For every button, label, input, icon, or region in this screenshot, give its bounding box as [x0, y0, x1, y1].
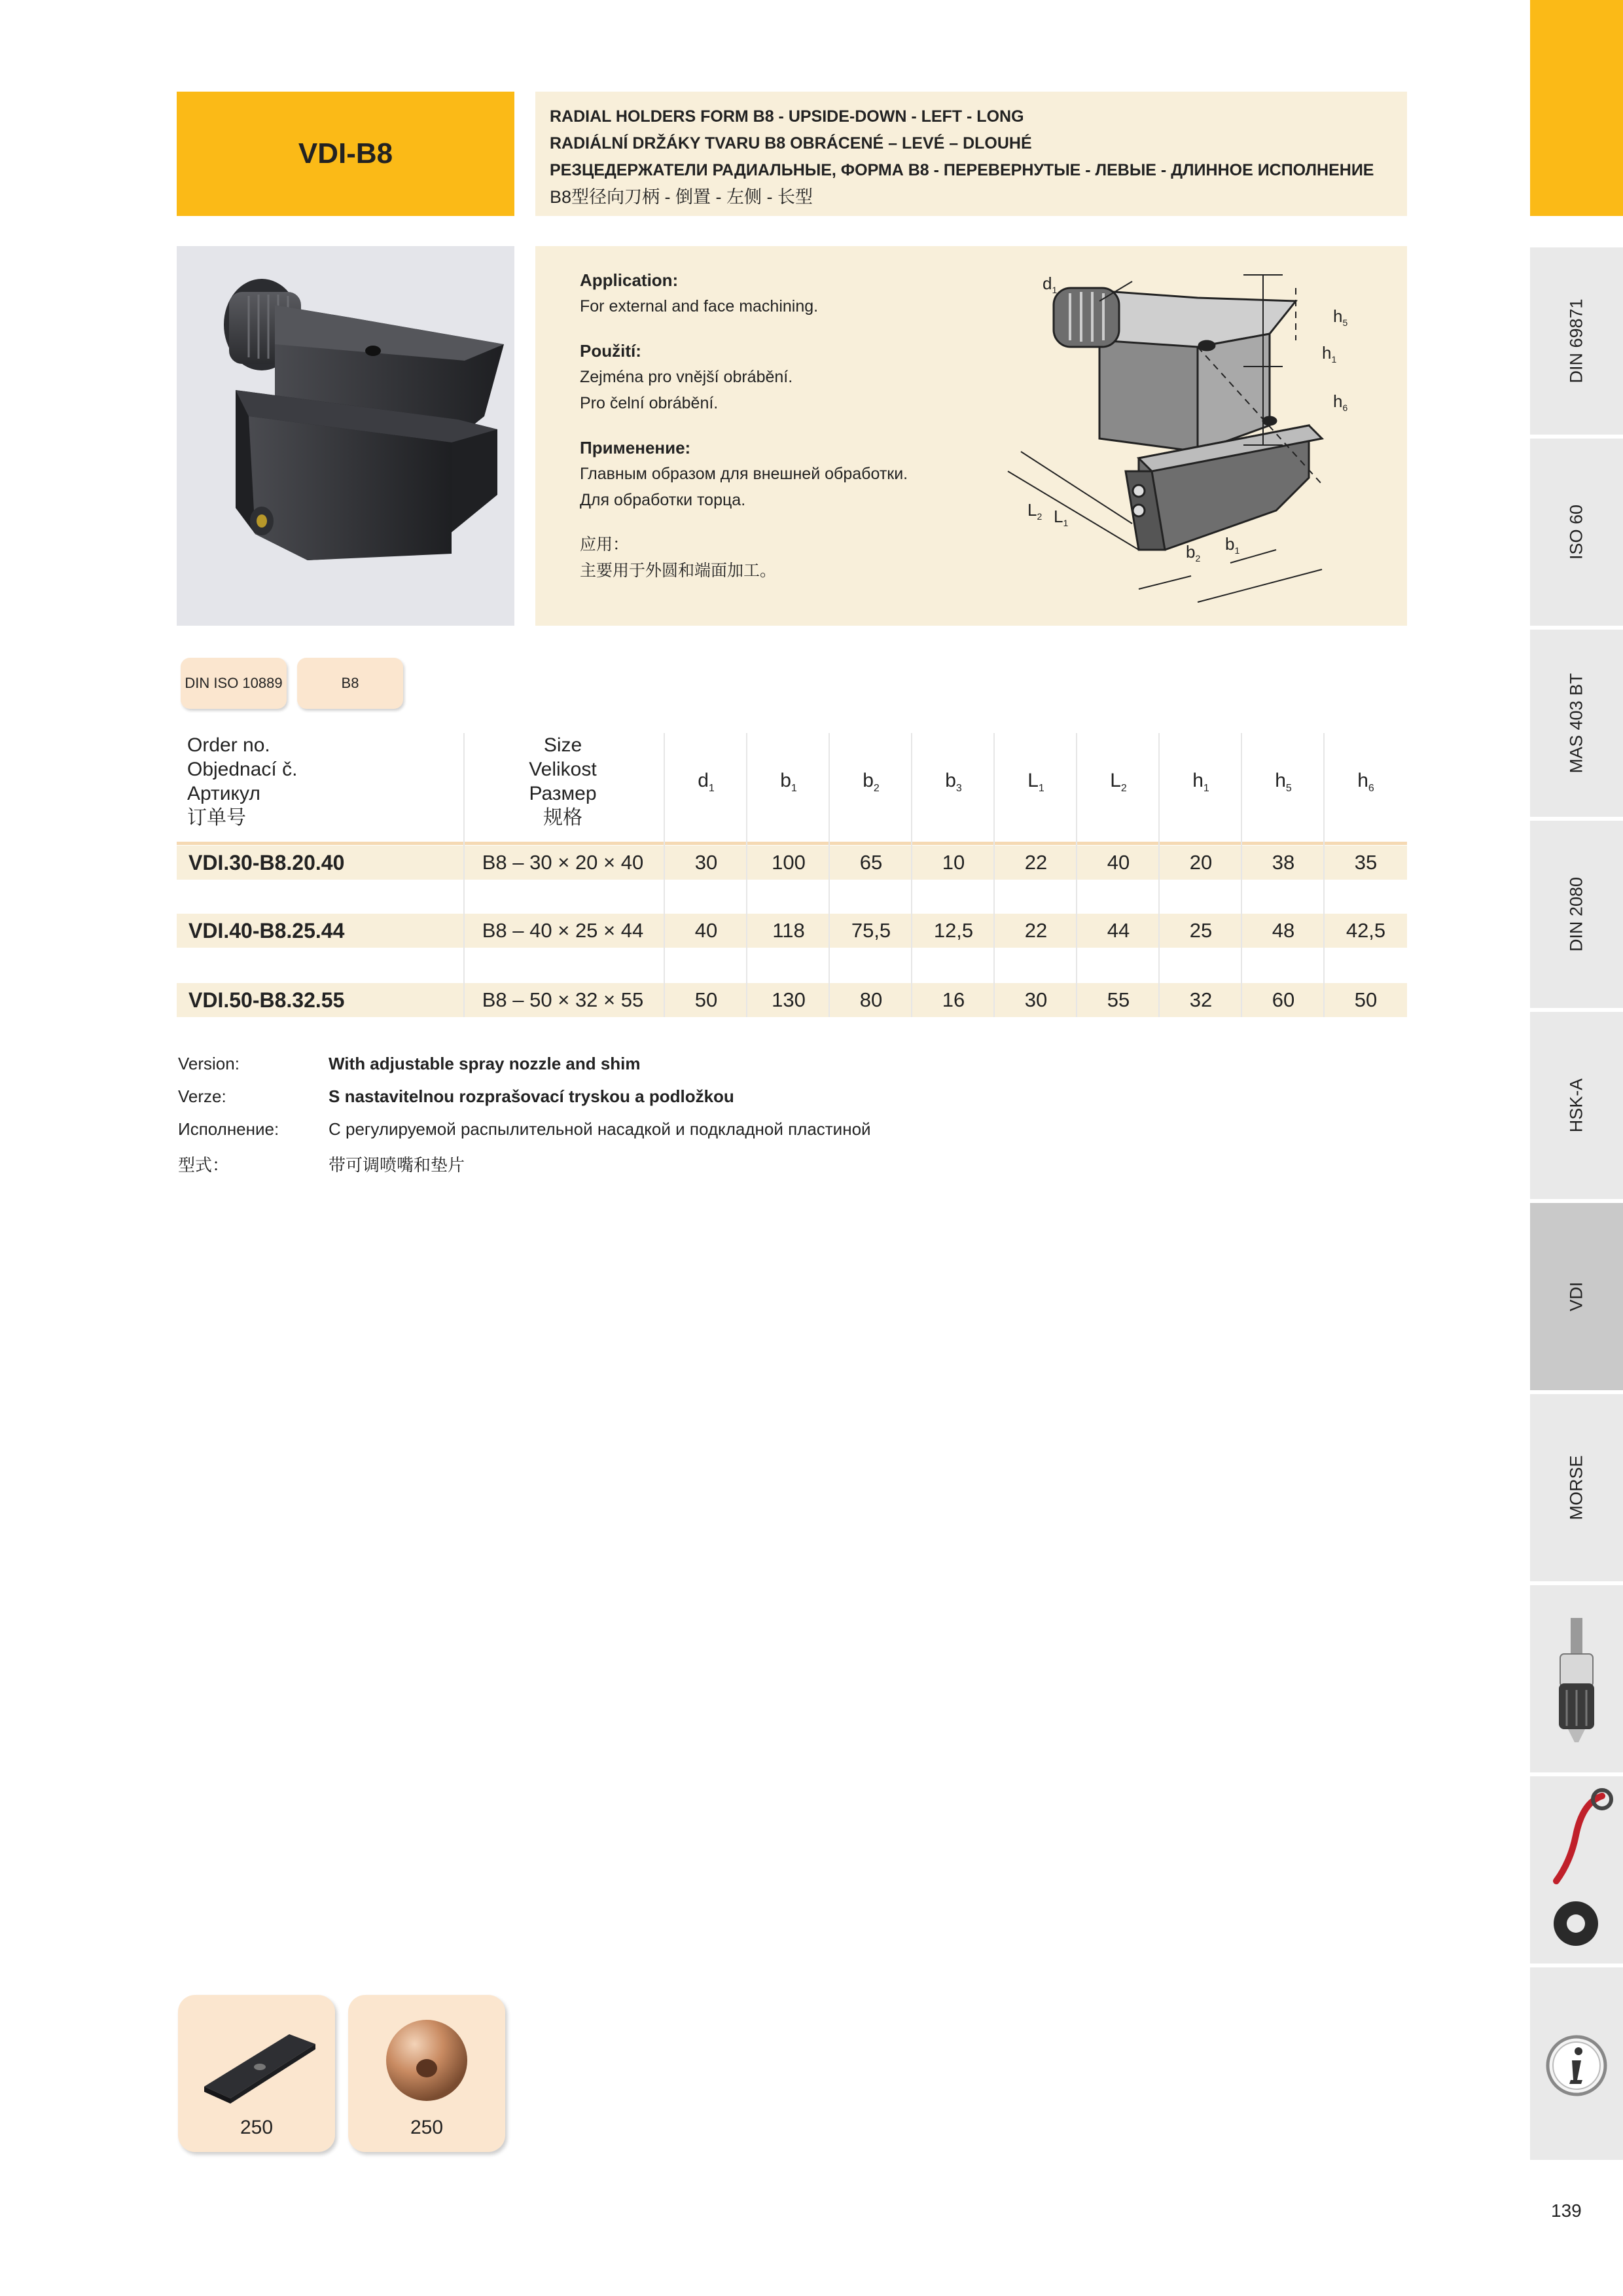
drawing-label-h6: h	[1333, 391, 1343, 411]
drill-chuck-icon	[1530, 1585, 1623, 1772]
header-b3: $b_3$	[945, 770, 962, 794]
application-line-cn: 主要用于外圆和端面加工。	[580, 562, 777, 580]
application-heading-cz: Použití:	[580, 341, 641, 361]
svg-text:L1	[1054, 507, 1068, 528]
grid-line	[1323, 733, 1325, 1017]
header-size	[465, 733, 661, 830]
order-number: VDI.30-B8.20.40	[188, 851, 345, 874]
header-h6: $h_6$	[1357, 770, 1374, 794]
grid-line	[746, 733, 747, 1017]
page-title: VDI-B8	[298, 137, 393, 170]
value-b1: 130	[772, 988, 806, 1011]
drawing-sub-2: 2	[1037, 511, 1043, 522]
version-text-ru: С регулируемой распылительной насадкой и подкладной пластиной	[329, 1119, 871, 1139]
value-h5: 60	[1272, 988, 1295, 1011]
svg-text:b2	[1186, 542, 1200, 564]
header-separator	[177, 842, 1407, 845]
spec-table	[177, 733, 1407, 1012]
product-photo	[177, 246, 514, 626]
drawing-label-d1: d	[1043, 274, 1052, 293]
sidebar-item-din-69871[interactable]	[1530, 247, 1623, 435]
subtitle-cn: B8型径向刀柄 - 倒置 - 左侧 - 长型	[550, 187, 813, 207]
drawing-sub-1: 1	[1052, 285, 1058, 295]
drawing-sub-6: 6	[1342, 403, 1348, 413]
value-b1: 118	[772, 919, 805, 942]
value-h6: 42,5	[1346, 919, 1386, 942]
svg-text:L2	[1027, 500, 1042, 522]
header-order-cn: 订单号	[187, 807, 246, 829]
sidebar-item-label: ISO 60	[1566, 504, 1586, 560]
version-text-en: With adjustable spray nozzle and shim	[329, 1054, 641, 1073]
table-row	[177, 914, 1407, 948]
application-line-ru: Для обработки торца.	[580, 491, 746, 509]
value-b2: 80	[859, 988, 883, 1011]
header-order-en: Order no.	[187, 734, 270, 756]
version-label-ru: Исполнение:	[178, 1119, 279, 1139]
value-h5: 48	[1272, 919, 1295, 942]
subtitle-ru: РЕЗЦЕДЕРЖАТЕЛИ РАДИАЛЬНЫЕ, ФОРМА B8 - ПЕРЕВЕРНУТЫЕ - ЛЕВЫЕ - ДЛИННОЕ ИСПОЛНЕНИЕ	[550, 161, 1374, 179]
standard-tag-din-iso: DIN ISO 10889	[181, 658, 287, 709]
title-box	[177, 92, 514, 216]
drawing-sub-1: 1	[1234, 545, 1240, 556]
header-h1: $h_1$	[1192, 770, 1209, 794]
header-h5: $h_5$	[1275, 770, 1292, 794]
value-h1: 25	[1189, 919, 1213, 942]
accessory-spray-nozzle[interactable]	[348, 1995, 505, 2152]
dimension-drawing-icon	[982, 262, 1387, 615]
sidebar-item-label: HSK-A	[1566, 1078, 1586, 1133]
value-h5: 38	[1272, 851, 1295, 874]
version-label-cz: Verze:	[178, 1086, 226, 1106]
header-d1: $d_1$	[698, 770, 715, 794]
size-cell: B8 – 30 × 20 × 40	[482, 851, 644, 874]
value-L2: 44	[1107, 919, 1130, 942]
value-h1: 32	[1189, 988, 1213, 1011]
technical-drawing	[982, 262, 1387, 615]
application-line-cz: Zejména pro vnější obrábění.	[580, 368, 793, 386]
drawing-label-h1: h	[1322, 343, 1332, 363]
sidebar-item-hsk-a[interactable]	[1530, 1012, 1623, 1199]
value-d1: 50	[694, 988, 718, 1011]
drawing-sub-5: 5	[1342, 317, 1348, 328]
header-order-ru: Артикул	[187, 783, 260, 804]
value-h1: 20	[1189, 851, 1213, 874]
value-d1: 30	[694, 851, 718, 874]
application-text	[580, 267, 999, 584]
application-line-cz: Pro čelní obrábění.	[580, 394, 719, 412]
accessory-nozzle-label: 250	[410, 2117, 444, 2138]
sidebar-item-label: MAS 403 BT	[1566, 673, 1586, 774]
svg-text:h6	[1333, 391, 1347, 413]
value-b3: 12,5	[933, 919, 974, 942]
drawing-label-b2: b	[1186, 542, 1196, 562]
application-heading-cn: 应用：	[580, 535, 630, 554]
value-b2: 75,5	[851, 919, 891, 942]
header-size-en: Size	[543, 734, 582, 756]
value-h6: 50	[1354, 988, 1378, 1011]
header-size-ru: Размер	[529, 783, 597, 804]
value-b1: 100	[772, 851, 806, 874]
header-L1: $L_1$	[1027, 770, 1044, 794]
standard-tag-form: B8	[297, 658, 403, 709]
application-line-ru: Главным образом для внешней обработки.	[580, 465, 908, 483]
version-label-en: Version:	[178, 1054, 240, 1073]
header-size-cz: Velikost	[529, 759, 597, 780]
sidebar-item-label: MORSE	[1566, 1455, 1586, 1520]
drawing-sub-1: 1	[1063, 518, 1069, 528]
grid-line	[993, 733, 995, 1017]
sidebar-item-iso-60[interactable]	[1530, 439, 1623, 626]
info-icon	[1530, 1967, 1623, 2160]
sidebar-item-label: VDI	[1566, 1282, 1586, 1312]
sidebar-item-label: DIN 2080	[1566, 876, 1586, 952]
version-text-cn: 带可调喷嘴和垫片	[329, 1155, 465, 1175]
header-order-no	[187, 733, 297, 830]
tool-holder-photo-icon	[177, 246, 514, 626]
value-b3: 16	[942, 988, 965, 1011]
grid-line	[664, 733, 665, 1017]
accessory-shim[interactable]	[178, 1995, 335, 2152]
value-d1: 40	[694, 919, 718, 942]
value-L1: 22	[1024, 851, 1048, 874]
svg-text:d1	[1043, 274, 1057, 295]
grid-line	[1076, 733, 1077, 1017]
header-size-cn: 规格	[543, 807, 582, 829]
order-number: VDI.40-B8.25.44	[188, 919, 345, 942]
drawing-label-h5: h	[1333, 306, 1343, 326]
wrench-icon	[1530, 1776, 1623, 1964]
spray-nozzle-icon	[348, 1995, 505, 2113]
sidebar-item-vdi[interactable]	[1530, 1203, 1623, 1390]
table-row	[177, 846, 1407, 880]
application-line-en: For external and face machining.	[580, 297, 819, 315]
order-number: VDI.50-B8.32.55	[188, 988, 345, 1012]
sidebar	[1530, 0, 1623, 2160]
version-text-cz: S nastavitelnou rozprašovací tryskou a podložkou	[329, 1086, 734, 1106]
drawing-sub-1: 1	[1331, 354, 1337, 365]
svg-text:b1	[1225, 534, 1240, 556]
size-cell: B8 – 50 × 32 × 55	[482, 988, 644, 1011]
svg-text:h1	[1322, 343, 1336, 365]
grid-line	[1158, 733, 1160, 1017]
value-b3: 10	[942, 851, 965, 874]
sidebar-item-info[interactable]	[1530, 1967, 1623, 2160]
header-b1: $b_1$	[780, 770, 797, 794]
size-cell: B8 – 40 × 25 × 44	[482, 919, 644, 942]
sidebar-item-wrench[interactable]	[1530, 1776, 1623, 1964]
subtitle-box	[535, 92, 1407, 216]
sidebar-accent-tab	[1530, 0, 1623, 216]
application-heading-en: Application:	[580, 270, 679, 290]
value-L2: 55	[1107, 988, 1130, 1011]
value-h6: 35	[1354, 851, 1378, 874]
application-heading-ru: Применение:	[580, 438, 691, 457]
drawing-sub-2: 2	[1195, 553, 1201, 564]
value-b2: 65	[859, 851, 883, 874]
table-row	[177, 983, 1407, 1017]
sidebar-item-mas-403-bt[interactable]	[1530, 630, 1623, 817]
table-header	[177, 733, 1407, 843]
sidebar-item-label: DIN 69871	[1566, 298, 1586, 384]
drawing-label-b1: b	[1225, 534, 1235, 554]
header-L2: $L_2$	[1110, 770, 1127, 794]
value-L1: 22	[1024, 919, 1048, 942]
header-b2: $b_2$	[863, 770, 880, 794]
subtitle-en: RADIAL HOLDERS FORM B8 - UPSIDE-DOWN - LEFT - LONG	[550, 107, 1024, 126]
value-L2: 40	[1107, 851, 1130, 874]
grid-line	[829, 733, 830, 1017]
header-order-cz: Objednací č.	[187, 759, 298, 780]
grid-line	[911, 733, 912, 1017]
value-L1: 30	[1024, 988, 1048, 1011]
grid-line	[463, 733, 465, 1017]
grid-line	[1241, 733, 1242, 1017]
sidebar-item-drill-chuck[interactable]	[1530, 1585, 1623, 1772]
accessory-shim-label: 250	[240, 2117, 274, 2138]
svg-text:h5	[1333, 306, 1347, 328]
sidebar-item-din-2080[interactable]	[1530, 821, 1623, 1008]
page-number: 139	[1551, 2200, 1582, 2221]
shim-icon	[178, 1995, 335, 2113]
drawing-label-L1: L	[1054, 507, 1063, 526]
subtitle-cz: RADIÁLNÍ DRŽÁKY TVARU B8 OBRÁCENÉ – LEVÉ – DLOUHÉ	[550, 134, 1032, 152]
sidebar-item-morse[interactable]	[1530, 1394, 1623, 1581]
drawing-label-L2: L	[1027, 500, 1037, 520]
version-label-cn: 型式：	[178, 1155, 230, 1175]
